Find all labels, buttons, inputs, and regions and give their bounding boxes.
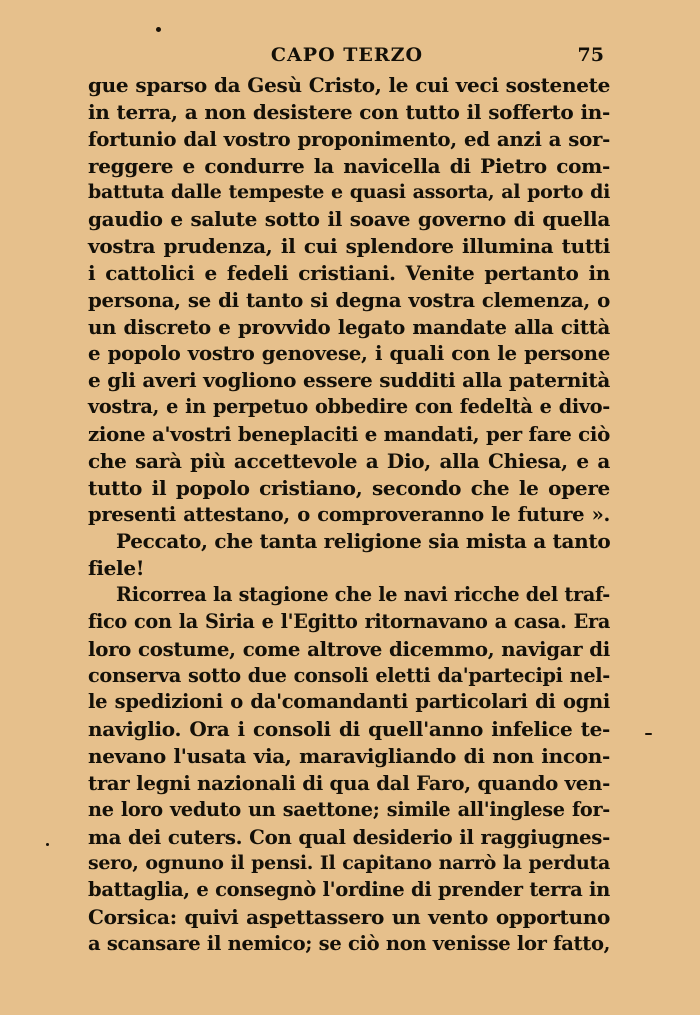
page-number: 75 <box>577 44 604 66</box>
text-line: a scansare il nemico; se ciò non venisse lor fatto, <box>88 932 611 955</box>
text-line: persona, se di tanto si degna vostra clemenza, o <box>88 287 610 312</box>
text-line: presenti attestano, o comproveranno le future ». <box>88 502 610 526</box>
text-line: fiele! <box>88 556 145 581</box>
text-line: nevano l'usata via, maravigliando di non incon- <box>88 744 610 769</box>
text-line: i cattolici e fedeli cristiani. Venite pertanto in <box>88 260 610 285</box>
text-line: Corsica: quivi aspettassero un vento opportuno <box>88 905 610 930</box>
text-line: e gli averi vogliono essere sudditi alla paternità <box>88 368 610 393</box>
text-line: e popolo vostro genovese, i quali con le persone <box>88 341 610 366</box>
text-line: vostra prudenza, il cui splendore illumina tutti <box>88 234 610 259</box>
text-line: trar legni nazionali di qua dal Faro, quando ven- <box>88 770 610 795</box>
text-line: in terra, a non desistere con tutto il sofferto in- <box>88 99 610 124</box>
text-line: ma dei cuters. Con qual desiderio il raggiugnes- <box>88 824 610 849</box>
text-line: battaglia, e consegnò l'ordine di prender terra in <box>88 878 610 902</box>
text-line: fico con la Siria e l'Egitto ritornavano a casa. Era <box>88 609 610 633</box>
text-line: gue sparso da Gesù Cristo, le cui veci sostenete <box>88 73 610 97</box>
running-title: CAPO TERZO <box>270 44 424 66</box>
text-line: tutto il popolo cristiano, secondo che le opere <box>88 475 610 500</box>
ink-speck-left <box>46 843 49 846</box>
text-line: zione a'vostri beneplaciti e mandati, per fare ciò <box>88 421 610 446</box>
text-line: che sarà più accettevole a Dio, alla Chiesa, e a <box>88 448 610 473</box>
text-line: le spedizioni o da'comandanti particolari di ogni <box>88 690 610 714</box>
ink-speck-right <box>645 733 652 735</box>
text-line: gaudio e salute sotto il soave governo di quella <box>88 207 610 232</box>
text-line: un discreto e provvido legato mandate alla città <box>88 314 610 339</box>
text-line: sero, ognuno il pensi. Il capitano narrò la perduta <box>88 852 610 875</box>
page-header <box>88 44 606 70</box>
body-text <box>88 72 610 958</box>
ink-speck-top <box>156 27 161 32</box>
text-line: loro costume, come altrove dicemmo, navigar di <box>88 636 610 661</box>
text-line: conserva sotto due consoli eletti da'partecipi nel- <box>88 663 610 687</box>
text-line: Peccato, che tanta religione sia mista a tanto <box>116 529 611 554</box>
text-line: reggere e condurre la navicella di Pietro com- <box>88 153 610 178</box>
text-line: ne loro veduto un saettone; simile all'inglese for- <box>88 797 610 821</box>
text-line: naviglio. Ora i consoli di quell'anno infelice te- <box>88 717 610 742</box>
text-line: Ricorrea la stagione che le navi ricche del traf- <box>116 583 610 607</box>
text-line: fortunio dal vostro proponimento, ed anzi a sor- <box>88 126 610 151</box>
text-line: battuta dalle tempeste e quasi assorta, al porto di <box>88 181 610 204</box>
text-line: vostra, e in perpetuo obbedire con fedeltà e divo- <box>88 395 610 419</box>
